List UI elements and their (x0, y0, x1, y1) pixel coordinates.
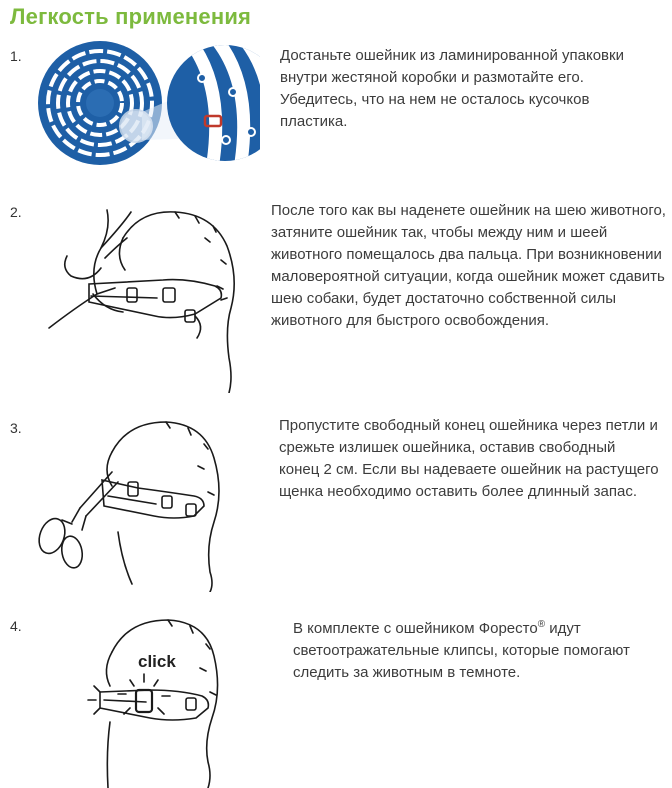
step-4-number: 4. (10, 618, 22, 634)
step-4-text-rest: идут светоотражательные клипсы, которые помогают следить за животным в темноте. (293, 620, 630, 681)
step-4-illustration (80, 612, 235, 788)
click-label: click (138, 652, 176, 671)
page-title: Легкость применения (10, 4, 252, 29)
step-2-text: После того как вы наденете ошейник на шею животного, затяните ошейник так, чтобы между ним и шеей животного помещалось два пальца. При возникновении маловероятной ситуации, когда ошейник может сдавить шею собаки, будет достаточно собственной силы животного для быстрого освобождения. (271, 202, 666, 329)
step-1-illustration (30, 40, 260, 170)
step-3-number: 3. (10, 420, 22, 436)
step-4-text-main: В комплекте с ошейником Форесто (293, 620, 538, 637)
step-3-text: Пропустите свободный конец ошейника через петли и срежьте излишек ошейника, оставив свободный конец 2 см. Если вы надеваете ошейник на растущего щенка необходимо оставить более длинный запас. (279, 417, 659, 500)
registered-mark: ® (537, 619, 546, 630)
step-4-text (293, 614, 658, 684)
step-2-illustration (45, 198, 250, 393)
step-1-text: Достаньте ошейник из ламинированной упаковки внутри жестяной коробки и размотайте его. Убедитесь, что на нем не осталось кусочков пластика. (280, 47, 624, 130)
step-3-illustration (28, 412, 228, 592)
step-2-number: 2. (10, 204, 22, 220)
step-1-number: 1. (10, 48, 22, 64)
